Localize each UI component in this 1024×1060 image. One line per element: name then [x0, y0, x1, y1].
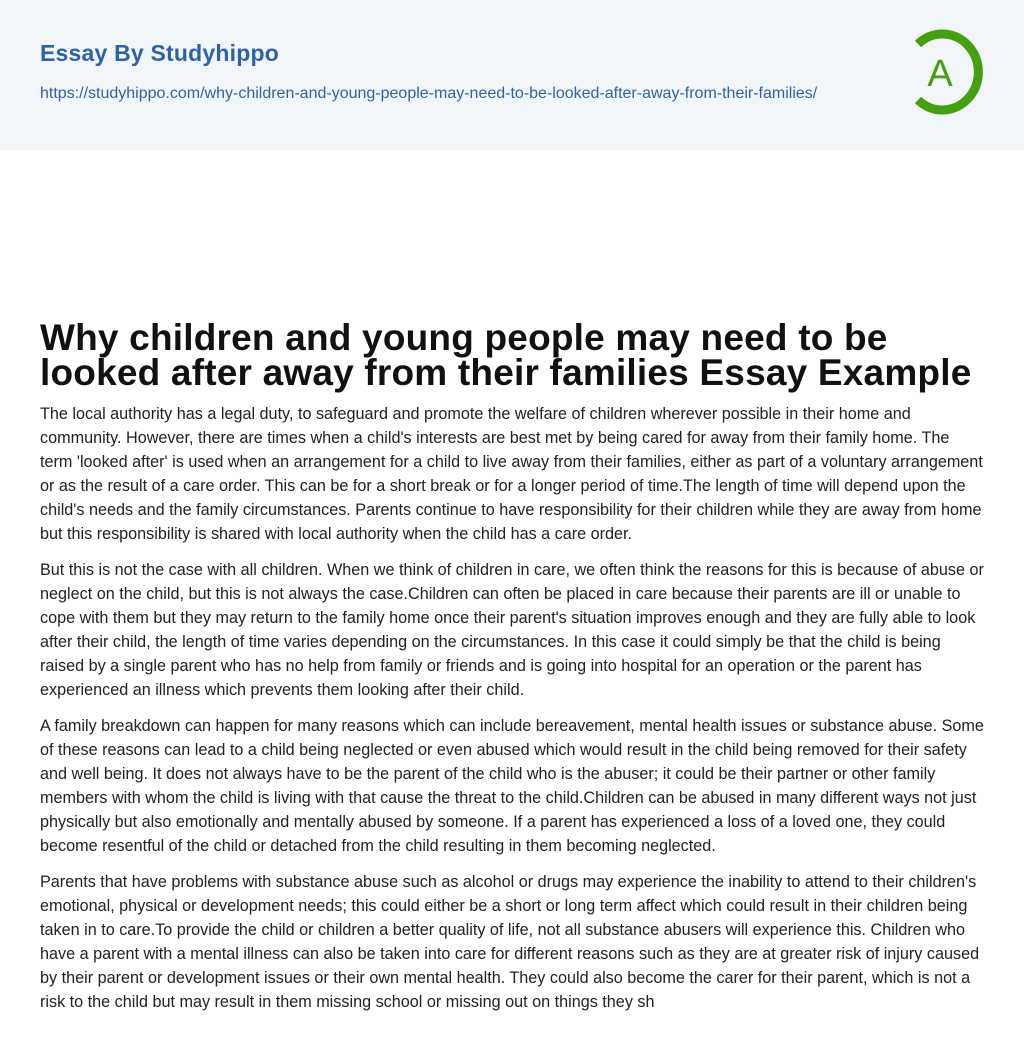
essay-paragraph: But this is not the case with all children. When we think of children in care, we often think the reasons for this is because of abuse or neglect on the child, but this is not always the case.Children can often be placed in care because their parents are ill or unable to cope with them but they may return to the family home once their parent's situation improves enough and they are fully able to look after their child, the length of time varies depending on the circumstances. In this case it could simply be that the child is being raised by a single parent who has no help from family or friends and is going into hospital for an operation or the parent has experienced an illness which prevents them looking after their child.: [40, 561, 984, 699]
essay-body: [0, 390, 1024, 1014]
essay-title: Why children and young people may need to be looked after away from their families Essay Example: [40, 317, 972, 393]
svg-text:A: A: [927, 53, 953, 95]
brand-title: Essay By Studyhippo: [40, 40, 279, 66]
essay-paragraph: Parents that have problems with substance abuse such as alcohol or drugs may experience the inability to attend to their children's emotional, physical or development needs; this could either be a short or long term affect which could result in their children being taken in to care.To provide the child or children a better quality of life, not all substance abusers will experience this. Children who have a parent with a mental illness can also be taken into care for different reasons such as they are at greater risk of injury caused by their parent or development issues or their own mental health. They could also become the carer for their parent, which is not a risk to the child but may result in them missing school or missing out on things they sh: [40, 873, 980, 1011]
essay-url-link[interactable]: https://studyhippo.com/why-children-and-young-people-may-need-to-be-looked-after-away-from-their-families/: [40, 85, 818, 102]
essay-paragraph: A family breakdown can happen for many reasons which can include bereavement, mental health issues or substance abuse. Some of these reasons can lead to a child being neglected or even abused which would result in the child being removed for their safety and well being. It does not always have to be the parent of the child who is the abuser; it could be their partner or other family members with whom the child is living with that cause the threat to the child.Children can be abused in many different ways not just physically but also emotionally and mentally abused by someone. If a parent has experienced a loss of a loved one, they could become resentful of the child or detached from the child resulting in them becoming neglected.: [40, 717, 984, 855]
studyhippo-logo-icon[interactable]: [906, 28, 990, 116]
essay-paragraph: The local authority has a legal duty, to safeguard and promote the welfare of children wherever possible in their home and community. However, there are times when a child's interests are best met by being cared for away from their family home. The term 'looked after' is used when an arrangement for a child to live away from their families, either as part of a voluntary arrangement or as the result of a care order. This can be for a short break or for a longer period of time.The length of time will depend upon the child's needs and the family circumstances. Parents continue to have responsibility for their children while they are away from home but this responsibility is shared with local authority when the child has a care order.: [40, 405, 983, 543]
site-header: [0, 0, 1024, 150]
